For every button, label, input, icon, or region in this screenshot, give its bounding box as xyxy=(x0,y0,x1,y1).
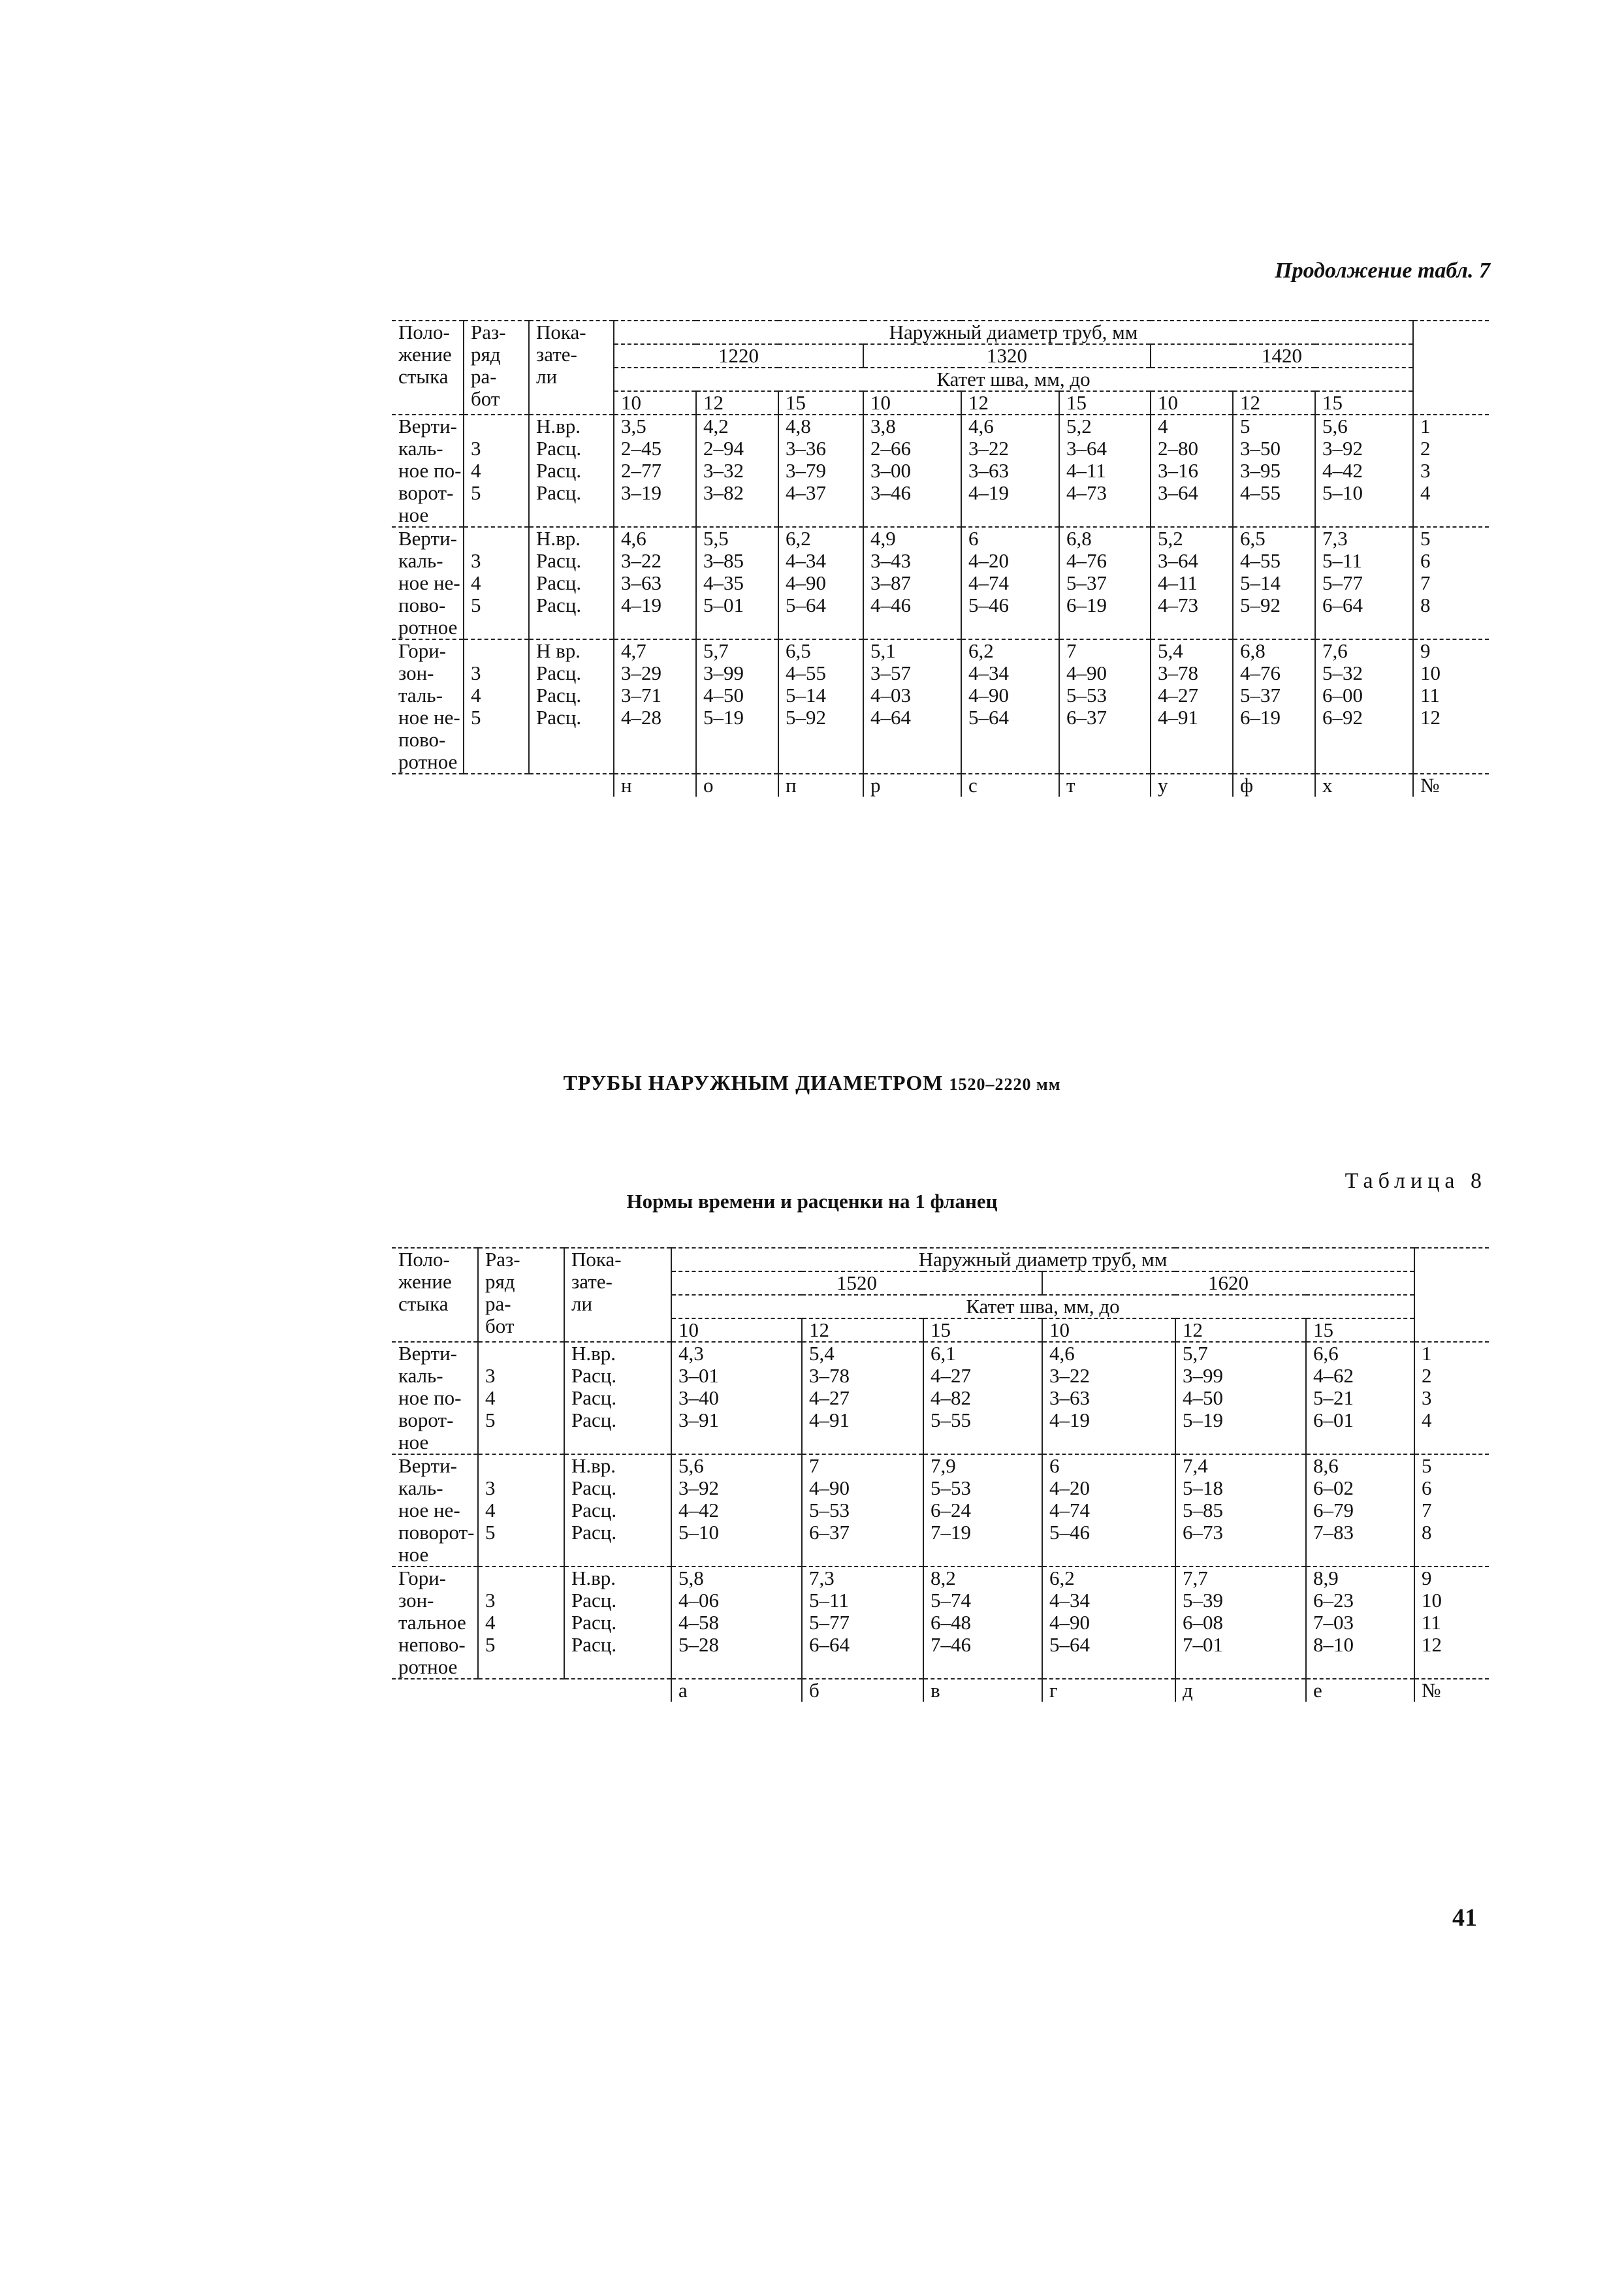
weld-size: 12 xyxy=(1175,1318,1306,1342)
column-letter: г xyxy=(1042,1679,1175,1702)
header-position: Поло- жение стыка xyxy=(392,321,464,415)
header-indicator: Пока- зате- ли xyxy=(529,321,614,415)
column-letters-row xyxy=(392,774,1489,797)
continuation-title: Продолжение табл. 7 xyxy=(1275,259,1490,283)
table-8 xyxy=(392,1247,1489,1702)
weld-size: 10 xyxy=(1151,391,1233,415)
diameter-1620: 1620 xyxy=(1042,1271,1414,1295)
cell-value: 6 4–20 4–74 5–46 xyxy=(961,527,1059,639)
row-grades: 3 4 5 xyxy=(464,639,529,774)
cell-value: 5,6 3–92 4–42 5–10 xyxy=(1315,415,1413,527)
column-letters-row xyxy=(392,1679,1489,1702)
cell-value: 4,3 3–01 3–40 3–91 xyxy=(671,1342,802,1454)
column-number-sign: № xyxy=(1414,1679,1489,1702)
column-letter: а xyxy=(671,1679,802,1702)
table-row xyxy=(392,1454,1489,1567)
table-7 xyxy=(392,320,1489,797)
diameter-1420: 1420 xyxy=(1151,344,1413,368)
section-title-main: ТРУБЫ НАРУЖНЫМ ДИАМЕТРОМ xyxy=(563,1071,944,1094)
header-diameter: Наружный диаметр труб, мм xyxy=(614,321,1413,344)
row-position: Верти- каль- ное по- ворот- ное xyxy=(392,415,464,527)
row-numbers: 1 2 3 4 xyxy=(1414,1342,1489,1454)
header-grade: Раз- ряд ра- бот xyxy=(464,321,529,415)
cell-value: 4,8 3–36 3–79 4–37 xyxy=(778,415,863,527)
row-indicators: Н.вр. Расц. Расц. Расц. xyxy=(529,527,614,639)
cell-value: 6,2 4–34 4–90 5–64 xyxy=(778,527,863,639)
cell-value: 3,5 2–45 2–77 3–19 xyxy=(614,415,696,527)
cell-value: 5,5 3–85 4–35 5–01 xyxy=(696,527,778,639)
row-numbers: 5 6 7 8 xyxy=(1413,527,1489,639)
cell-value: 7,9 5–53 6–24 7–19 xyxy=(923,1454,1042,1567)
weld-size: 12 xyxy=(696,391,778,415)
table-row xyxy=(392,639,1489,774)
cell-value: 4 2–80 3–16 3–64 xyxy=(1151,415,1233,527)
header-weld: Катет шва, мм, до xyxy=(671,1295,1414,1318)
cell-value: 6,6 4–62 5–21 6–01 xyxy=(1306,1342,1414,1454)
column-letter: б xyxy=(802,1679,923,1702)
row-position: Гори- зон- тальное непово- ротное xyxy=(392,1567,478,1679)
column-letter: о xyxy=(696,774,778,797)
cell-value: 3,8 2–66 3–00 3–46 xyxy=(863,415,961,527)
cell-value: 4,6 3–22 3–63 4–19 xyxy=(614,527,696,639)
weld-size: 12 xyxy=(1233,391,1315,415)
column-letter: н xyxy=(614,774,696,797)
diameter-1520: 1520 xyxy=(671,1271,1042,1295)
row-position: Верти- каль- ное не- пово- ротное xyxy=(392,527,464,639)
cell-value: 4,2 2–94 3–32 3–82 xyxy=(696,415,778,527)
weld-size: 15 xyxy=(778,391,863,415)
column-letter: п xyxy=(778,774,863,797)
column-letter: х xyxy=(1315,774,1413,797)
cell-value: 7,4 5–18 5–85 6–73 xyxy=(1175,1454,1306,1567)
cell-value: 4,9 3–43 3–87 4–46 xyxy=(863,527,961,639)
section-title xyxy=(0,1071,1624,1095)
cell-value: 7,7 5–39 6–08 7–01 xyxy=(1175,1567,1306,1679)
cell-value: 6,5 4–55 5–14 5–92 xyxy=(778,639,863,774)
row-indicators: Н.вр. Расц. Расц. Расц. xyxy=(564,1567,671,1679)
cell-value: 6,1 4–27 4–82 5–55 xyxy=(923,1342,1042,1454)
cell-value: 5,7 3–99 4–50 5–19 xyxy=(1175,1342,1306,1454)
header-position: Поло- жение стыка xyxy=(392,1248,478,1342)
header-number-col xyxy=(1414,1248,1489,1342)
weld-size: 10 xyxy=(614,391,696,415)
cell-value: 4,6 3–22 3–63 4–19 xyxy=(1042,1342,1175,1454)
cell-value: 8,9 6–23 7–03 8–10 xyxy=(1306,1567,1414,1679)
row-grades: 3 4 5 xyxy=(478,1567,564,1679)
cell-value: 4,6 3–22 3–63 4–19 xyxy=(961,415,1059,527)
row-position: Гори- зон- таль- ное не- пово- ротное xyxy=(392,639,464,774)
weld-size: 10 xyxy=(1042,1318,1175,1342)
cell-value: 5,1 3–57 4–03 4–64 xyxy=(863,639,961,774)
column-letter: д xyxy=(1175,1679,1306,1702)
weld-size: 15 xyxy=(1059,391,1151,415)
weld-size: 10 xyxy=(671,1318,802,1342)
cell-value: 4,7 3–29 3–71 4–28 xyxy=(614,639,696,774)
row-indicators: Н.вр. Расц. Расц. Расц. xyxy=(529,415,614,527)
cell-value: 5,6 3–92 4–42 5–10 xyxy=(671,1454,802,1567)
table8-label: Таблица 8 xyxy=(1345,1169,1487,1193)
column-letter: е xyxy=(1306,1679,1414,1702)
table8-subtitle: Нормы времени и расценки на 1 фланец xyxy=(626,1190,998,1213)
row-numbers: 1 2 3 4 xyxy=(1413,415,1489,527)
cell-value: 7,6 5–32 6–00 6–92 xyxy=(1315,639,1413,774)
row-grades: 3 4 5 xyxy=(478,1342,564,1454)
cell-value: 5,7 3–99 4–50 5–19 xyxy=(696,639,778,774)
row-numbers: 9 10 11 12 xyxy=(1413,639,1489,774)
column-letter: ф xyxy=(1233,774,1315,797)
header-weld: Катет шва, мм, до xyxy=(614,368,1413,391)
cell-value: 6,2 4–34 4–90 5–64 xyxy=(961,639,1059,774)
column-letter: р xyxy=(863,774,961,797)
column-number-sign: № xyxy=(1413,774,1489,797)
cell-value: 7,3 5–11 5–77 6–64 xyxy=(802,1567,923,1679)
section-title-range: 1520–2220 мм xyxy=(949,1075,1061,1094)
row-position: Верти- каль- ное не- поворот- ное xyxy=(392,1454,478,1567)
weld-size: 15 xyxy=(1315,391,1413,415)
column-letter: у xyxy=(1151,774,1233,797)
column-letter: с xyxy=(961,774,1059,797)
table-row xyxy=(392,1567,1489,1679)
table-row xyxy=(392,1342,1489,1454)
diameter-1320: 1320 xyxy=(863,344,1151,368)
header-indicator: Пока- зате- ли xyxy=(564,1248,671,1342)
row-indicators: Н вр. Расц. Расц. Расц. xyxy=(529,639,614,774)
row-grades: 3 4 5 xyxy=(464,527,529,639)
header-grade: Раз- ряд ра- бот xyxy=(478,1248,564,1342)
header-diameter: Наружный диаметр труб, мм xyxy=(671,1248,1414,1271)
column-letter: т xyxy=(1059,774,1151,797)
cell-value: 6,5 4–55 5–14 5–92 xyxy=(1233,527,1315,639)
cell-value: 8,2 5–74 6–48 7–46 xyxy=(923,1567,1042,1679)
cell-value: 5,2 3–64 4–11 4–73 xyxy=(1059,415,1151,527)
diameter-1220: 1220 xyxy=(614,344,863,368)
cell-value: 5,4 3–78 4–27 4–91 xyxy=(1151,639,1233,774)
cell-value: 5,2 3–64 4–11 4–73 xyxy=(1151,527,1233,639)
weld-size: 15 xyxy=(923,1318,1042,1342)
weld-size: 15 xyxy=(1306,1318,1414,1342)
cell-value: 8,6 6–02 6–79 7–83 xyxy=(1306,1454,1414,1567)
header-number-col xyxy=(1413,321,1489,415)
row-grades: 3 4 5 xyxy=(478,1454,564,1567)
row-numbers: 9 10 11 12 xyxy=(1414,1567,1489,1679)
cell-value: 7 4–90 5–53 6–37 xyxy=(802,1454,923,1567)
table-row xyxy=(392,527,1489,639)
weld-size: 12 xyxy=(961,391,1059,415)
cell-value: 6 4–20 4–74 5–46 xyxy=(1042,1454,1175,1567)
cell-value: 7 4–90 5–53 6–37 xyxy=(1059,639,1151,774)
column-letter: в xyxy=(923,1679,1042,1702)
cell-value: 5,4 3–78 4–27 4–91 xyxy=(802,1342,923,1454)
cell-value: 7,3 5–11 5–77 6–64 xyxy=(1315,527,1413,639)
row-numbers: 5 6 7 8 xyxy=(1414,1454,1489,1567)
weld-size: 10 xyxy=(863,391,961,415)
table-row xyxy=(392,415,1489,527)
row-position: Верти- каль- ное по- ворот- ное xyxy=(392,1342,478,1454)
cell-value: 6,8 4–76 5–37 6–19 xyxy=(1233,639,1315,774)
weld-size: 12 xyxy=(802,1318,923,1342)
cell-value: 6,8 4–76 5–37 6–19 xyxy=(1059,527,1151,639)
row-indicators: Н.вр. Расц. Расц. Расц. xyxy=(564,1454,671,1567)
cell-value: 6,2 4–34 4–90 5–64 xyxy=(1042,1567,1175,1679)
row-indicators: Н.вр. Расц. Расц. Расц. xyxy=(564,1342,671,1454)
cell-value: 5 3–50 3–95 4–55 xyxy=(1233,415,1315,527)
page-number: 41 xyxy=(1452,1904,1477,1932)
cell-value: 5,8 4–06 4–58 5–28 xyxy=(671,1567,802,1679)
row-grades: 3 4 5 xyxy=(464,415,529,527)
